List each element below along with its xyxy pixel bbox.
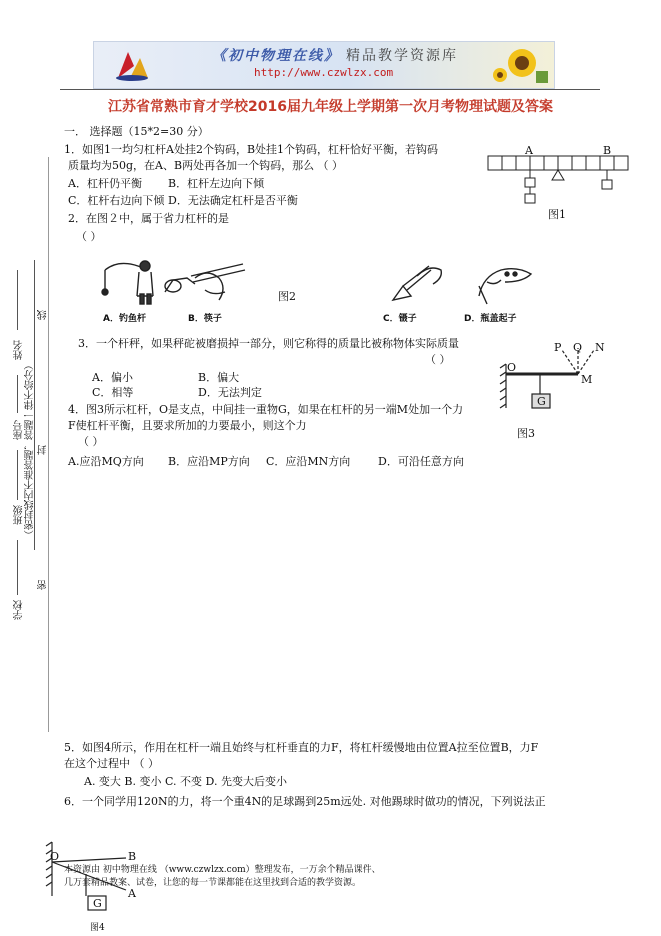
school-blank[interactable] (17, 540, 18, 595)
name-blank[interactable] (17, 270, 18, 330)
binding-name-label: 姓名 (14, 340, 25, 360)
q6-line1: 6．一个同学用120N的力，将一个重4N的足球踢到25m远处. 对他踢球时做功的情况，下列说法正 (64, 795, 546, 808)
q1-option-b: B．杠杆左边向下倾 (168, 177, 265, 190)
footer-line1: 本资源由 初中物理在线 （www.czwlzx.com）整理发布，一万余个精品课件、 (64, 865, 381, 875)
q3-paren: （ ） (425, 353, 451, 366)
binding-feng: 封 (38, 445, 49, 455)
banner-url[interactable]: http://www.czwlzx.com (254, 66, 394, 79)
q1-line1: 1．如图1一均匀杠杆A处挂2个钩码，B处挂1个钩码，杠杆恰好平衡，若钩码 (64, 143, 439, 156)
fig3-label-o: O (507, 361, 517, 374)
q5-line1: 5．如图4所示，作用在杠杆一端且始终与杠杆垂直的力F，将杠杆缓慢地由位置A拉至位置B，力F (64, 741, 539, 754)
fig1-caption: 图1 (548, 208, 566, 221)
q4-option-a: A.应沿MQ方向 (68, 455, 144, 468)
fig3-label-q: Q (573, 341, 583, 354)
q4-option-c: C．应沿MN方向 (266, 455, 351, 468)
figure-1-lever (486, 144, 636, 210)
site-logo-icon (114, 48, 152, 82)
binding-class-label: 班级 (14, 505, 25, 525)
fig4-label-o: O (50, 850, 60, 863)
fig1-label-b: B (603, 144, 612, 157)
q3-option-c: C．相等 (92, 386, 134, 399)
q4-option-d: D．可沿任意方向 (378, 455, 464, 468)
q4-line3: （ ） (78, 435, 104, 448)
fig3-label-n: N (595, 341, 605, 354)
q1-option-a: A．杠杆仍平衡 (68, 177, 142, 190)
header-rule (60, 89, 600, 90)
fig2-caption-a: A．钓鱼杆 (103, 314, 146, 324)
q4-option-b: B．应沿MP方向 (168, 455, 250, 468)
binding-school-label: 学校 (14, 600, 25, 620)
binding-xian: 线 (38, 310, 49, 320)
class-blank[interactable] (17, 450, 18, 500)
fig3-label-p: P (554, 341, 562, 354)
fig4-label-b: B (128, 850, 137, 863)
q3-line1: 3．一个杆秤，如果秤砣被磨损掉一部分，则它称得的质量比被称物体实际质量 (78, 337, 459, 350)
q3-option-b: B．偏大 (198, 371, 240, 384)
fig1-label-a: A (525, 144, 533, 157)
q1-option-d: D．无法确定杠杆是否平衡 (168, 194, 298, 207)
q3-option-a: A．偏小 (92, 371, 133, 384)
q2-line1: 2．在图２中，属于省力杠杆的是 (68, 212, 229, 225)
binding-note: （密封线内不准答题，答题一律不给分） (25, 360, 36, 540)
section-heading: 一． 选择题（15*2=30 分） (64, 125, 209, 138)
q4-line1: 4．图3所示杠杆，O是支点，中间挂一重物G，如果在杠杆的另一端M处加一个力 (68, 403, 464, 416)
figure-2-tweezers-and-bottle-opener (383, 256, 543, 308)
document-title: 江苏省常熟市育才学校2016届九年级上学期第一次月考物理试题及答案 (108, 99, 553, 115)
footer-line2: 几万套精品教案、试卷，让您的每一节课都能在这里找到合适的教学资源。 (64, 878, 362, 888)
binding-seat-label: 座号 (14, 420, 25, 440)
banner-title: 《初中物理在线》 (212, 48, 340, 64)
fig3-caption: 图3 (517, 427, 535, 440)
banner-subtitle: 精品教学资源库 (346, 48, 458, 64)
q1-line2: 质量均为50g，在A、B两处再各加一个钩码，那么 （ ） (68, 159, 344, 172)
q1-option-c: C．杠杆右边向下倾 (68, 194, 165, 207)
fig3-label-g: G (537, 395, 546, 408)
fig2-caption: 图2 (278, 290, 296, 303)
header-banner (93, 41, 555, 89)
sunflower-icon (490, 45, 550, 85)
fig3-label-m: M (581, 373, 593, 386)
q4-line2: F使杠杆平衡，且要求所加的力要最小，则这个力 (68, 419, 307, 432)
binding-mi: 密 (38, 580, 49, 590)
figure-2-fishing-rod-and-chopsticks (95, 256, 255, 308)
fig4-label-g: G (93, 897, 102, 910)
q3-option-d: D．无法判定 (198, 386, 262, 399)
fig4-label-a: A (128, 887, 136, 900)
q2-line2: （ ） (76, 230, 102, 243)
q5-line2: 在这个过程中 （ ） (64, 757, 159, 770)
fig2-caption-d: D．瓶盖起子 (464, 314, 517, 324)
fig2-caption-b: B．筷子 (188, 314, 222, 324)
q5-options: A. 变大 B. 变小 C. 不变 D. 先变大后变小 (84, 775, 287, 788)
fig4-caption: 图4 (90, 923, 105, 933)
seat-blank[interactable] (17, 375, 18, 413)
fig2-caption-c: C．镊子 (383, 314, 417, 324)
